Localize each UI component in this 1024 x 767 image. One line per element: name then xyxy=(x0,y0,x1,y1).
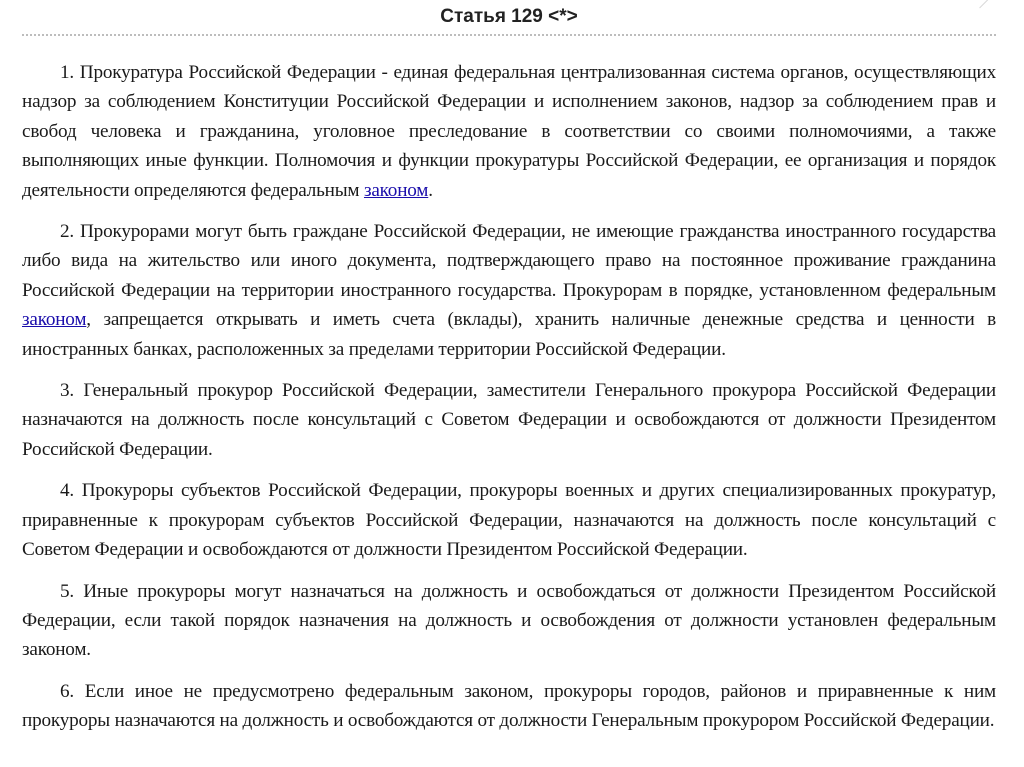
paragraph-2-text-after: , запрещается открывать и иметь счета (вклады), хранить наличные денежные средства и ценности в иностранных банках, расположенных за пределами территории Российской Федерации. xyxy=(22,309,996,360)
paragraph-6: 6. Если иное не предусмотрено федеральным законом, прокуроры городов, районов и приравненные к ним прокуроры назначаются на должность и освобождаются от должности Генеральным прокурором Российской Федерации. xyxy=(22,680,996,732)
paragraph-2 xyxy=(22,217,996,364)
paragraph-5: 5. Иные прокуроры могут назначаться на должность и освобождаться от должности Президентом Российской Федерации, если такой порядок назначения на должность и освобождения от должности установлен федеральным законом. xyxy=(22,580,996,661)
paragraph-1-text-before: 1. Прокуратура Российской Федерации - единая федеральная централизованная система органов, осуществляющих надзор за соблюдением Конституции Российской Федерации и исполнением законов, надзор за соблюдением прав и свобод человека и гражданина, уголовное преследование в соответствии со своими полномочиями, а также выполняющих иные функции. Полномочия и функции прокуратуры Российской Федерации, ее организация и порядок деятельности определяются федеральным xyxy=(22,62,996,201)
article-title: Статья 129 <*> xyxy=(440,6,578,27)
page-corner-decoration xyxy=(972,0,1024,34)
article-body xyxy=(22,58,996,736)
paragraph-1 xyxy=(22,58,996,205)
law-link-2[interactable]: законом xyxy=(22,309,87,331)
paragraph-1-text-after: . xyxy=(428,179,433,201)
title-divider xyxy=(22,34,996,36)
paragraph-3: 3. Генеральный прокурор Российской Федерации, заместители Генерального прокурора Российской Федерации назначаются на должность после консультаций с Советом Федерации и освобождаются от должности Президентом Российской Федерации. xyxy=(22,380,996,460)
law-link-1[interactable]: законом xyxy=(363,179,429,201)
paragraph-4: 4. Прокуроры субъектов Российской Федерации, прокуроры военных и других специализированных прокуратур, приравненные к прокурорам субъектов Российской Федерации, назначаются на должность после консультаций с Советом Федерации и освобождаются от должности Президентом Российской Федерации. xyxy=(22,480,996,561)
paragraph-2-text-before: 2. Прокурорами могут быть граждане Российской Федерации, не имеющие гражданства иностранного государства либо вида на жительство или иного документа, подтверждающего право на постоянное проживание гражданина Российской Федерации на территории иностранного государства. Прокурорам в порядке, установленном федеральным xyxy=(22,221,996,301)
